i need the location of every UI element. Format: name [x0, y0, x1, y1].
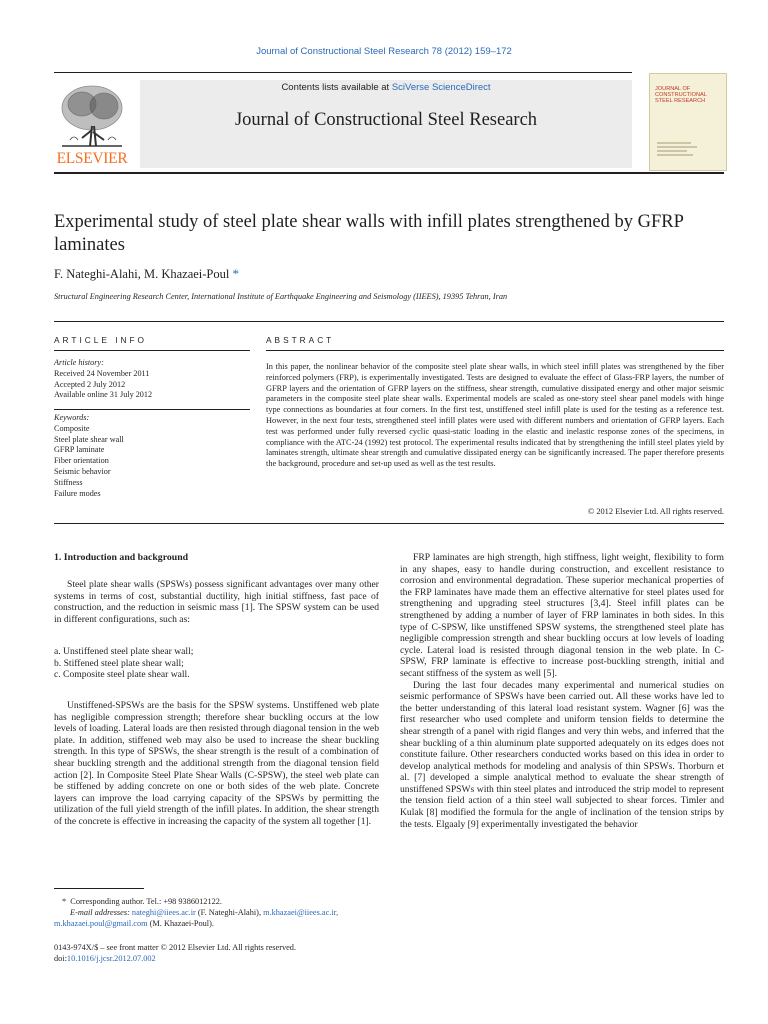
list-item: b. Stiffened steel plate shear wall; [54, 657, 184, 669]
doi-link[interactable]: 10.1016/j.jcsr.2012.07.002 [66, 954, 156, 963]
paragraph: During the last four decades many experimental and numerical studies on seismic performance of SPSWs have been carried out. All these works have led to the better understanding of this lateral load resistant system. Wagner [6] was the first researcher who used complete and uniform tension fields to determine the shear strength of a panel with rigid flanges and very thin webs, and inferred that the shear buckling of a thin aluminum plate supported adequately on its edges does not constitute failure. Other researchers conducted works based on this idea in order to develop analytical methods for modeling and analysis of thin SPSWs. Thorburn et al. [7] developed a simple analytical method to evaluate the shear strength of unstiffened SPSWs with thin steel plates and introduced the strip model to represent the tension field action of a thin steel wall subjected to shear forces. Timler and Kulak [8] modified the formula for the angle of inclination of the tension strips by the tests. Elgaaly [9] experimentally investigated the behavior [400, 679, 724, 830]
configuration-list [54, 646, 193, 681]
author-names: F. Nateghi-Alahi, M. Khazaei-Poul [54, 267, 230, 281]
doi-line [54, 953, 296, 964]
paragraph: Unstiffened-SPSWs are the basis for the SPSW systems. Unstiffened web plate has negligible compression strength; therefore shear buckling occurs at the low levels of loading. Lateral loads are then resisted through diagonal tension in the web plate. In addition, stiffened web may also be used to increase the shear buckling strength. In this type of SPSWs, the shear strength is the result of a combination of shear buckling strength and the additional strength from the diagonal tension field action [2]. In Composite Steel Plate Shear Walls (C-SPSW), the steel web plate can be stiffened by adding concrete on one or both sides of the web plate. Concrete layers can improve the load carrying capacity of the SPSWs by permitting the utilization of the full yield strength of the infill plates. In addition, the shear strength of the concrete is effective in increasing the capacity of the system all together [1]. [54, 700, 379, 827]
abstract-heading: ABSTRACT [266, 335, 335, 345]
email-owner: (F. Nateghi-Alahi), [197, 908, 262, 917]
keyword-item: Failure modes [54, 488, 101, 498]
history-online: Available online 31 July 2012 [54, 390, 153, 400]
right-column [400, 552, 724, 830]
publisher-wordmark: ELSEVIER [56, 150, 128, 167]
affiliation: Structural Engineering Research Center, International Institute of Earthquake Engineering and Seismology (IIEES), 19395 Tehran, Iran [54, 292, 508, 301]
corresponding-text: Corresponding author. Tel.: +98 9386012122. [70, 897, 222, 906]
email-owner: (M. Khazaei-Poul). [149, 919, 214, 928]
header-thick-rule [54, 172, 724, 174]
paragraph: FRP laminates are high strength, high stiffness, light weight, flexibility to form in any shapes, easy to handle during construction, and excellent resistance to corrosion and environmental degradation. These superior mechanical properties of the FRP laminates have made them an effective alternative for steel plates used for strengthening and upgrading steel structures [3,4]. Steel infill plates can be strengthened by adding a number of layer of FRP laminates in both sides. In this type of C-SPSW, like unstiffened SPSW systems, the strengthened steel plate has negligible compression strength and shear buckling occurs at low levels of loading cycle. Lateral load is resisted through diagonal tension in the web plate. In C-SPSW, FRP laminate is effective to increase post-buckling strength, initial and secant stiffness of the system as well [5]. [400, 552, 724, 679]
email-link[interactable]: m.khazaei.poul@gmail.com [54, 919, 148, 928]
sciencedirect-link[interactable]: SciVerse ScienceDirect [391, 82, 491, 93]
keyword-item: Composite [54, 423, 90, 433]
keywords-label: Keywords: [54, 413, 90, 422]
abstract-copyright: © 2012 Elsevier Ltd. All rights reserved. [587, 507, 724, 516]
email-line [62, 907, 338, 918]
cover-text-lines [657, 140, 717, 160]
keyword-item: Steel plate shear wall [54, 434, 124, 444]
abstract-text: In this paper, the nonlinear behavior of the composite steel plate shear walls, in which steel infill plates was strengthened by the fiber reinforced polymers (FRP), is experimentally investigated. Tests are designed to evaluate the effect of Glass-FRP layers, the number of GFRP layers and the orientation of GFRP layers on the stiffness, shear strength, cumulative dissipated energy and other major seismic parameters in the composite steel plate shear walls. Experimental models are scaled as one-story steel shear panel models with hinge type connections as boundaries at four corners. In the first test, unstiffened steel infill plate is used for the testing as a reference test. However, in the next four tests, strengthened steel infill plates were used with different numbers and orientation of GFRP layers. Each test was performed under fully reversed cyclic quasi-static loading in the elastic and inelastic response zones of the specimens, in compliance with the ATC-24 (1992) test protocol. The experimental results indicated that by strengthening the infill steel plates yield by laminates strength, ultimate shear strength and cumulative dissipated energy can be significantly increased. The paper therefore presents the background, procedure and set-up used as well as the test results. [266, 362, 724, 469]
keyword-item: Stiffness [54, 477, 83, 487]
contents-prefix: Contents lists available at [281, 82, 392, 93]
journal-reference[interactable]: Journal of Constructional Steel Research 78 (2012) 159–172 [256, 46, 512, 57]
article-info-rule [54, 350, 250, 351]
history-label: Article history: [54, 358, 104, 367]
issn-line: 0143-974X/$ – see front matter © 2012 Elsevier Ltd. All rights reserved. [54, 943, 297, 952]
email-link[interactable]: nateghi@iiees.ac.ir [131, 908, 196, 917]
authors [54, 266, 239, 282]
email-label: E-mail addresses: [70, 908, 130, 917]
footer [54, 942, 296, 964]
history-received: Received 24 November 2011 [54, 368, 150, 378]
cover-title: JOURNAL OF CONSTRUCTIONAL STEEL RESEARCH [655, 86, 707, 104]
corresponding-author-mark[interactable]: * [232, 266, 239, 281]
journal-title: Journal of Constructional Steel Research [234, 110, 538, 130]
keyword-item: Fiber orientation [54, 456, 109, 466]
list-item: a. Unstiffened steel plate shear wall; [54, 646, 194, 657]
left-paragraph-1 [54, 579, 379, 625]
history-accepted: Accepted 2 July 2012 [54, 379, 126, 389]
paragraph: Steel plate shear walls (SPSWs) possess significant advantages over many other systems in terms of cost, substantial ductility, high initial stiffness, fast pace of construction, and the reduction in seismic mass [1]. The SPSW system can be used in different configurations, such as: [54, 579, 379, 625]
article-title: Experimental study of steel plate shear walls with infill plates strengthened by GFRP laminates [54, 212, 684, 255]
contents-line [140, 80, 632, 93]
doi-prefix: doi: [54, 954, 67, 963]
left-paragraph-2 [54, 700, 379, 828]
footnote-rule [54, 888, 144, 889]
keywords-rule [54, 409, 250, 410]
list-item: c. Composite steel plate shear wall. [54, 669, 190, 681]
footnote [54, 896, 339, 929]
section-heading: 1. Introduction and background [54, 552, 189, 563]
email-line-2 [54, 918, 338, 929]
abstract-bottom-rule [54, 523, 724, 524]
email-link[interactable]: m.khazaei@iiees.ac.ir, [263, 908, 339, 917]
abstract-rule [266, 350, 724, 351]
keyword-item: Seismic behavior [54, 466, 111, 476]
keywords [54, 413, 250, 499]
article-info-heading: ARTICLE INFO [54, 335, 148, 345]
section-rule [54, 321, 724, 322]
article-history [54, 358, 250, 401]
corresponding-line: * Corresponding author. Tel.: +98 9386012122. [62, 897, 222, 906]
keyword-item: GFRP laminate [54, 445, 105, 455]
header-rule [54, 72, 632, 73]
